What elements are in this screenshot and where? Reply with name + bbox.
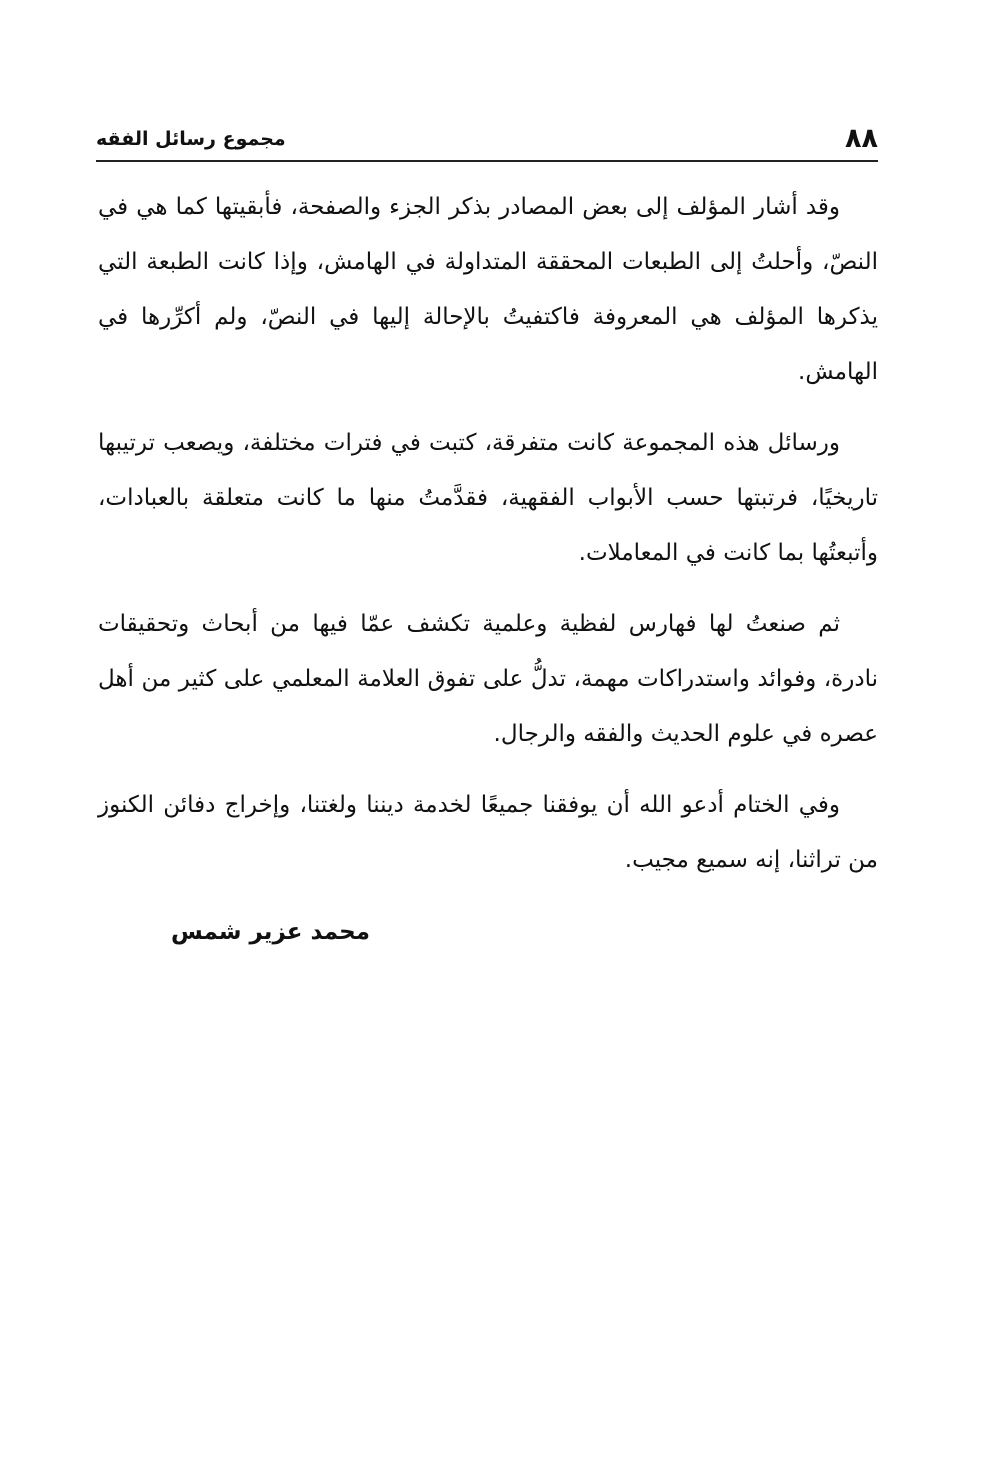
paragraph-closing: وفي الختام أدعو الله أن يوفقنا جميعًا لخدمة ديننا ولغتنا، وإخراج دفائن الكنوز من تراثنا، إنه سميع مجيب. xyxy=(98,792,878,873)
page-number: ٨٨ xyxy=(845,123,878,154)
page-header xyxy=(96,118,878,164)
paragraph-sources: وقد أشار المؤلف إلى بعض المصادر بذكر الجزء والصفحة، فأبقيتها كما هي في النصّ، وأحلتُ إلى الطبعات المحققة المتداولة في الهامش، وإذا كانت الطبعة التي يذكرها المؤلف هي المعروفة فاكتفيتُ بالإحالة إليها في النصّ، ولم أكرِّرها في الهامش. xyxy=(98,194,878,385)
header-divider xyxy=(96,160,878,162)
body-text xyxy=(98,180,878,904)
running-title: مجموع رسائل الفقه xyxy=(96,128,286,150)
paragraph-ordering: ورسائل هذه المجموعة كانت متفرقة، كتبت في فترات مختلفة، ويصعب ترتيبها تاريخيًا، فرتبتها حسب الأبواب الفقهية، فقدَّمتُ منها ما كانت متعلقة بالعبادات، وأتبعتُها بما كانت في المعاملات. xyxy=(98,430,878,566)
paragraph-indexes: ثم صنعتُ لها فهارس لفظية وعلمية تكشف عمّا فيها من أبحاث وتحقيقات نادرة، وفوائد واستدراكات مهمة، تدلُّ على تفوق العلامة المعلمي على كثير من أهل عصره في علوم الحديث والفقه والرجال. xyxy=(98,611,878,747)
author-signature: محمد عزير شمس xyxy=(170,919,370,945)
